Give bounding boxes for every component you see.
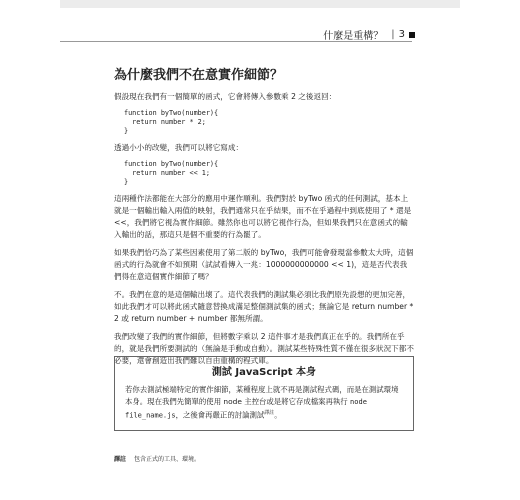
sidebar-title: 測試 JavaScript 本身: [211, 367, 317, 378]
sidebar-text-1: 若你去測試極端特定的實作細節，某種程度上就不再是測試程式碼，而是在測試環境本身。現在我們先簡單的使用 node 主控台或是將它存成檔案再執行: [125, 385, 399, 406]
paragraph-1: 這兩種作法都能在大部分的應用中運作順利。我們對於 byTwo 函式的任何測試，基本上就是一個輸出輸入兩值的映射，我們通常只在乎結果，而不在乎過程中到底使用了 * 還是 <<，我們將它視為實作細節。雖然你也可以將它視作行為，但如果我們只在意函式的輸入輸出的話，那這只是個不重要的行為罷了。: [114, 194, 412, 239]
code-block-1: function byTwo(number){ return number * 2; }: [124, 109, 219, 135]
paragraph-4: 我們改變了我們的實作細節，但將數字乘以 2 這件事才是我們真正在乎的。我們所在乎的，就是我們所要測試的（無論是手動或自動）。測試某些特殊性質不僅在很多狀況下都不必要，還會創造出我們難以自由重構的程式庫。: [114, 332, 414, 365]
sidebar-body: 若你去測試極端特定的實作細節，某種程度上就不再是測試程式碼，而是在測試環境本身。現在我們先簡單的使用 node 主控台或是將它存成檔案再執行 node file_name.js，之後會再嚴正的討論測試$^{譯註}$。: [125, 385, 399, 420]
sidebar-box: [114, 356, 414, 431]
page-number: 3: [398, 29, 405, 40]
chapter-title: 什麼是重構？: [323, 31, 384, 42]
running-header: [323, 27, 415, 42]
between-paragraph: 透過小小的改變，我們可以將它寫成：: [114, 143, 244, 152]
code-block-2: function byTwo(number){ return number << 1; }: [124, 160, 219, 186]
top-band: [60, 0, 460, 8]
header-block-mark: [409, 32, 415, 38]
page-content: [114, 64, 414, 373]
section-title: 為什麼我們不在意實作細節？: [114, 68, 284, 83]
intro-paragraph: 假設現在我們有一個簡單的函式，它會將傳入參數乘 2 之後返回：: [114, 92, 337, 101]
footnote-ref: 譯註: [264, 410, 275, 416]
header-rule: [60, 41, 412, 42]
footnote: [114, 454, 200, 463]
sidebar-text-2: ，之後會再嚴正的討論測試: [175, 410, 265, 420]
header-separator: |: [391, 29, 395, 40]
paragraph-2: 如果我們恰巧為了某些因素使用了第二版的 byTwo，我們可能會發現當參數太大時，這個函式的行為就會不如預期（試試看傳入一兆：1000000000000 << 1)，這是否代表我們得在意這個實作細節了嗎？: [114, 248, 414, 281]
paragraph-3: 不。我們在意的是這個輸出壞了。這代表我們的測試集必須比我們原先設想的更加完善，如此我們才可以將此函式隨意替換成滿足整個測試集的函式；無論它是 return number * 2 或 return number + number 都無所謂。: [114, 290, 414, 323]
footnote-mark: 譯註: [114, 456, 127, 463]
footnote-text: 包含正式的工具、環境。: [134, 456, 201, 463]
sidebar-code: node file_name.js: [125, 397, 367, 420]
